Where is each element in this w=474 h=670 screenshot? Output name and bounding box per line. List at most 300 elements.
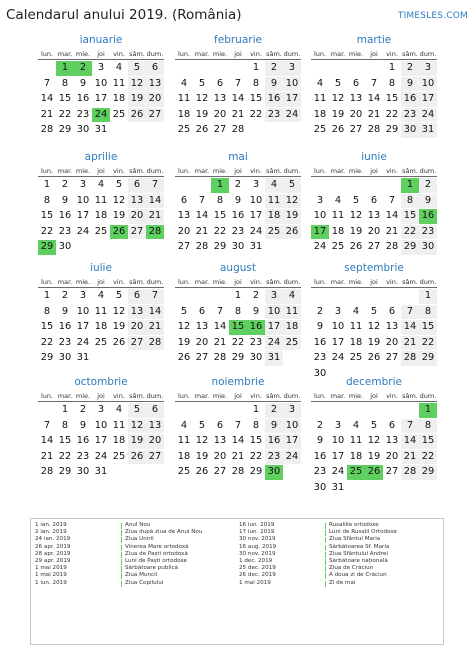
empty-day-cell: [211, 289, 229, 304]
empty-day-cell: [229, 61, 247, 76]
legend-holiday-name: Sărbătoare publică: [125, 565, 178, 572]
empty-day-cell: [110, 240, 128, 255]
empty-day-cell: [38, 61, 56, 76]
day-cell: 22: [40, 225, 54, 237]
day-cell: 5: [198, 419, 206, 431]
day-cell: 15: [419, 434, 437, 449]
weekday-label: lun.: [40, 167, 54, 175]
legend-date: 30 nov. 2019: [239, 536, 276, 543]
day-cell: 28: [146, 336, 164, 351]
week-row: [38, 465, 164, 481]
day-cell: 30: [76, 466, 90, 477]
week-row: [175, 178, 301, 194]
weekday-label: vin.: [113, 167, 125, 175]
day-cell: 23: [76, 450, 90, 462]
weekday-label: joi: [234, 50, 242, 58]
day-cell: 5: [370, 419, 378, 431]
month-name: octombrie: [74, 376, 128, 388]
day-cell: 20: [385, 450, 399, 462]
day-cell: 20: [177, 225, 191, 237]
legend-holiday-name: Sărbătoarea Sf. Maria: [329, 543, 390, 550]
week-row: [38, 434, 164, 450]
day-cell: 12: [112, 194, 126, 206]
empty-day-cell: [383, 289, 401, 304]
day-cell: 15: [213, 210, 227, 221]
legend-holiday-name: Anul Nou: [125, 522, 151, 528]
day-cell: 28: [195, 241, 209, 252]
day-cell: 4: [316, 77, 324, 89]
month-name: aprilie: [84, 151, 118, 163]
day-cell: 17: [94, 435, 108, 446]
day-cell: 15: [249, 93, 263, 104]
week-row: [175, 240, 301, 256]
legend-row: [35, 522, 202, 529]
legend-holiday-name: Ziua după ziua de Anul Nou: [125, 529, 203, 536]
day-cell: 30: [313, 481, 327, 493]
day-cell: 27: [195, 352, 209, 363]
empty-day-cell: [401, 481, 419, 496]
day-cell: 8: [61, 77, 69, 89]
holiday-marker-icon: [325, 573, 326, 579]
week-row: [175, 320, 301, 336]
day-cell: 7: [401, 305, 419, 320]
day-cell: 24: [76, 225, 90, 237]
day-cell: 5: [115, 179, 123, 190]
day-cell: 3: [97, 404, 105, 415]
day-cell: 4: [97, 179, 105, 190]
day-cell: 31: [331, 481, 345, 493]
holiday-day-cell: 17: [311, 225, 329, 240]
day-cell: 16: [313, 336, 327, 348]
weekday-label: mie.: [212, 392, 228, 400]
day-cell: 10: [283, 77, 301, 92]
weekday-label: dum.: [146, 167, 164, 175]
week-row: [311, 240, 437, 256]
week-row: [175, 92, 301, 108]
day-cell: 28: [40, 466, 54, 477]
day-cell: 15: [401, 209, 419, 224]
weekday-label: sâm.: [129, 392, 145, 400]
day-cell: 24: [419, 108, 437, 123]
day-cell: 28: [231, 124, 245, 135]
weekday-label: sâm.: [129, 50, 145, 58]
legend-row: [239, 558, 397, 565]
legend-holiday-name: Ziua Copilului: [125, 579, 164, 586]
day-cell: 19: [367, 336, 381, 348]
weekday-label: lun.: [313, 278, 327, 286]
day-cell: 21: [146, 209, 164, 224]
empty-day-cell: [347, 61, 365, 76]
weekday-header: [175, 49, 301, 60]
day-cell: 2: [265, 61, 283, 76]
day-cell: 26: [177, 352, 191, 363]
day-cell: 24: [283, 108, 301, 123]
weekday-label: joi: [234, 278, 242, 286]
day-cell: 5: [334, 77, 342, 89]
day-cell: 19: [177, 336, 191, 348]
day-cell: 10: [313, 210, 327, 221]
day-cell: 31: [249, 241, 263, 252]
day-cell: 25: [94, 336, 108, 348]
month-name: martie: [356, 34, 392, 46]
weekday-header: [311, 277, 437, 288]
day-cell: 16: [231, 210, 245, 221]
day-cell: 24: [94, 450, 108, 462]
weekday-label: joi: [97, 278, 105, 286]
day-cell: 22: [58, 108, 72, 120]
day-cell: 8: [419, 419, 437, 434]
legend-holiday-name: Sărbătoare națională: [329, 557, 388, 564]
empty-day-cell: [347, 178, 365, 193]
day-cell: 6: [388, 419, 396, 431]
day-cell: 29: [419, 465, 437, 480]
empty-day-cell: [283, 240, 301, 255]
weekday-label: vin.: [386, 392, 398, 400]
legend-row: [239, 565, 397, 572]
day-cell: 25: [177, 466, 191, 477]
day-cell: 30: [313, 367, 327, 379]
day-cell: 17: [249, 210, 263, 221]
day-cell: 27: [128, 336, 146, 351]
day-cell: 20: [367, 225, 381, 237]
day-cell: 16: [76, 435, 90, 446]
day-cell: 30: [58, 352, 72, 363]
weekday-label: dum.: [283, 392, 301, 400]
week-row: [175, 123, 301, 139]
day-cell: 27: [146, 450, 164, 465]
empty-day-cell: [128, 465, 146, 480]
week-row: [311, 61, 437, 77]
week-row: [175, 419, 301, 435]
legend-date: 1 mai 2019: [35, 565, 67, 572]
day-cell: 6: [198, 305, 206, 317]
weekday-label: mie.: [75, 392, 91, 400]
weekday-header: [311, 391, 437, 402]
day-cell: 9: [265, 419, 283, 434]
day-cell: 6: [128, 289, 146, 304]
day-cell: 9: [316, 435, 324, 446]
empty-day-cell: [193, 289, 211, 304]
week-row: [311, 194, 437, 210]
day-cell: 10: [94, 77, 108, 89]
day-cell: 10: [419, 77, 437, 92]
day-cell: 20: [213, 108, 227, 120]
day-cell: 4: [334, 194, 342, 206]
weekday-label: dum.: [146, 50, 164, 58]
day-cell: 1: [43, 179, 51, 190]
legend-row: [35, 572, 202, 579]
day-cell: 18: [313, 108, 327, 120]
legend-row: [35, 580, 202, 587]
day-cell: 27: [213, 466, 227, 477]
day-cell: 14: [40, 435, 54, 446]
day-cell: 1: [419, 289, 437, 304]
day-cell: 6: [146, 61, 164, 76]
weekday-label: joi: [370, 50, 378, 58]
day-cell: 17: [76, 210, 90, 221]
day-cell: 14: [401, 434, 419, 449]
legend-row: [239, 536, 397, 543]
day-cell: 6: [216, 77, 224, 89]
week-row: [38, 351, 164, 367]
legend-row: [35, 536, 202, 543]
day-cell: 26: [112, 336, 126, 348]
day-cell: 29: [401, 240, 419, 255]
day-cell: 14: [367, 93, 381, 104]
day-cell: 7: [198, 194, 206, 206]
week-row: [175, 305, 301, 321]
day-cell: 25: [331, 241, 345, 252]
day-cell: 23: [313, 352, 327, 363]
month-martie: [311, 33, 437, 139]
empty-day-cell: [110, 465, 128, 480]
day-cell: 18: [94, 321, 108, 332]
day-cell: 9: [316, 321, 324, 332]
weekday-label: mar.: [57, 50, 73, 58]
empty-day-cell: [128, 240, 146, 255]
empty-day-cell: [311, 289, 329, 304]
day-cell: 3: [334, 305, 342, 317]
weekday-label: sâm.: [129, 278, 145, 286]
day-cell: 8: [234, 305, 242, 317]
day-cell: 26: [367, 352, 381, 363]
day-cell: 19: [331, 108, 345, 120]
day-cell: 15: [385, 93, 399, 104]
day-cell: 10: [283, 419, 301, 434]
weekday-label: lun.: [40, 278, 54, 286]
day-cell: 25: [313, 124, 327, 135]
holiday-day-cell: 24: [92, 108, 110, 123]
week-row: [311, 209, 437, 225]
day-cell: 15: [40, 321, 54, 332]
day-cell: 3: [419, 61, 437, 76]
holiday-marker-icon: [121, 523, 122, 529]
week-row: [175, 194, 301, 210]
day-cell: 7: [234, 419, 242, 431]
legend-row: [239, 522, 397, 529]
day-cell: 9: [61, 305, 69, 317]
legend-holiday-name: Zi de mai: [329, 579, 356, 586]
day-cell: 7: [388, 194, 396, 206]
empty-day-cell: [193, 61, 211, 76]
holiday-marker-icon: [325, 552, 326, 558]
month-februarie: [175, 33, 301, 139]
month-ianuarie: [38, 33, 164, 139]
day-cell: 10: [265, 305, 283, 320]
day-cell: 29: [249, 466, 263, 477]
day-cell: 21: [40, 108, 54, 120]
weekday-label: mie.: [212, 278, 228, 286]
day-cell: 12: [367, 321, 381, 332]
legend-date: 1 mai 2019: [35, 572, 67, 579]
day-cell: 13: [128, 194, 146, 209]
day-cell: 15: [58, 435, 72, 446]
week-row: [38, 123, 164, 139]
day-cell: 9: [252, 305, 260, 317]
day-cell: 14: [385, 210, 399, 221]
day-cell: 4: [115, 62, 123, 73]
holiday-day-cell: 16: [419, 209, 437, 224]
day-cell: 31: [76, 352, 90, 363]
week-row: [175, 61, 301, 77]
day-cell: 22: [401, 225, 419, 240]
day-cell: 5: [128, 61, 146, 76]
day-cell: 8: [401, 194, 419, 209]
day-cell: 11: [177, 93, 191, 104]
legend-row: [239, 572, 397, 579]
day-cell: 6: [128, 178, 146, 193]
day-cell: 28: [367, 124, 381, 135]
day-cell: 29: [58, 124, 72, 135]
weekday-label: joi: [234, 392, 242, 400]
legend-row: [239, 544, 397, 551]
weekday-label: vin.: [250, 167, 262, 175]
holiday-day-cell: 1: [211, 178, 229, 193]
day-cell: 12: [331, 93, 345, 104]
day-cell: 23: [401, 108, 419, 123]
day-cell: 3: [316, 194, 324, 206]
weekday-label: mie.: [75, 278, 91, 286]
month-name: februarie: [214, 34, 262, 46]
day-cell: 7: [401, 419, 419, 434]
empty-day-cell: [311, 178, 329, 193]
day-cell: 30: [76, 124, 90, 135]
day-cell: 9: [401, 77, 419, 92]
week-row: [38, 108, 164, 124]
day-cell: 7: [370, 77, 378, 89]
day-cell: 26: [349, 241, 363, 252]
weekday-label: vin.: [250, 392, 262, 400]
empty-day-cell: [229, 403, 247, 418]
week-row: [311, 320, 437, 336]
legend-holiday-name: Luni de Paști ortodoxe: [125, 557, 187, 564]
week-row: [175, 289, 301, 305]
day-cell: 23: [231, 225, 245, 237]
weekday-label: sâm.: [402, 50, 418, 58]
holiday-marker-icon: [325, 537, 326, 543]
day-cell: 27: [177, 241, 191, 252]
week-row: [38, 336, 164, 352]
weekday-label: lun.: [313, 167, 327, 175]
week-row: [311, 305, 437, 321]
weekday-label: joi: [97, 392, 105, 400]
day-cell: 20: [213, 450, 227, 462]
weekday-label: mar.: [194, 278, 210, 286]
legend-right-column: [239, 522, 397, 587]
day-cell: 3: [334, 419, 342, 431]
week-row: [175, 450, 301, 466]
empty-day-cell: [401, 403, 419, 418]
day-cell: 16: [265, 92, 283, 107]
day-cell: 6: [388, 305, 396, 317]
day-cell: 30: [419, 240, 437, 255]
holiday-marker-icon: [325, 581, 326, 587]
day-cell: 4: [180, 419, 188, 431]
week-row: [38, 77, 164, 93]
day-cell: 2: [79, 404, 87, 415]
day-cell: 8: [252, 77, 260, 89]
day-cell: 23: [313, 466, 327, 477]
day-cell: 8: [216, 194, 224, 206]
weekday-label: mar.: [57, 392, 73, 400]
day-cell: 31: [94, 466, 108, 477]
weekday-label: sâm.: [266, 392, 282, 400]
day-cell: 28: [231, 466, 245, 477]
day-cell: 28: [385, 241, 399, 252]
day-cell: 17: [331, 336, 345, 348]
day-cell: 13: [213, 435, 227, 446]
day-cell: 1: [43, 290, 51, 301]
empty-day-cell: [146, 465, 164, 480]
day-cell: 18: [349, 450, 363, 462]
day-cell: 13: [367, 210, 381, 221]
day-cell: 7: [146, 178, 164, 193]
month-mai: [175, 150, 301, 256]
day-cell: 30: [58, 241, 72, 252]
legend-date: 30 nov. 2019: [239, 550, 276, 557]
day-cell: 28: [401, 465, 419, 480]
empty-day-cell: [401, 289, 419, 304]
day-cell: 26: [195, 466, 209, 477]
weekday-label: vin.: [113, 278, 125, 286]
day-cell: 13: [213, 93, 227, 104]
month-name: iulie: [90, 262, 112, 274]
day-cell: 17: [283, 92, 301, 107]
legend-holiday-name: Ziua Muncii: [125, 572, 158, 579]
holiday-marker-icon: [325, 559, 326, 565]
day-cell: 4: [97, 290, 105, 301]
day-cell: 22: [58, 450, 72, 462]
weekday-label: mie.: [348, 392, 364, 400]
month-octombrie: [38, 375, 164, 481]
site-link[interactable]: TIMESLES.COM: [397, 11, 468, 21]
legend-row: [35, 529, 202, 536]
day-cell: 9: [79, 77, 87, 89]
legend-row: [35, 565, 202, 572]
week-row: [175, 336, 301, 352]
day-cell: 5: [352, 194, 360, 206]
week-row: [311, 351, 437, 367]
empty-day-cell: [146, 240, 164, 255]
legend-holiday-name: Rusaliile ortodoxe: [329, 522, 379, 528]
day-cell: 27: [385, 466, 399, 477]
day-cell: 16: [313, 450, 327, 462]
day-cell: 11: [112, 419, 126, 431]
day-cell: 4: [265, 178, 283, 193]
legend-date: 29 apr. 2019: [35, 557, 71, 564]
week-row: [38, 240, 164, 256]
day-cell: 25: [349, 352, 363, 363]
day-cell: 31: [94, 124, 108, 135]
holiday-day-cell: 16: [247, 320, 265, 335]
day-cell: 29: [58, 466, 72, 477]
empty-day-cell: [175, 178, 193, 193]
day-cell: 19: [195, 108, 209, 120]
weekday-label: sâm.: [402, 167, 418, 175]
holiday-day-cell: 25: [347, 465, 365, 480]
day-cell: 16: [76, 93, 90, 104]
legend-row: [35, 544, 202, 551]
weekday-label: mie.: [348, 167, 364, 175]
week-row: [311, 450, 437, 466]
day-cell: 22: [249, 450, 263, 462]
day-cell: 21: [401, 336, 419, 351]
legend-row: [35, 551, 202, 558]
week-row: [38, 178, 164, 194]
empty-day-cell: [211, 61, 229, 76]
weekday-label: lun.: [177, 50, 191, 58]
holiday-day-cell: 26: [110, 225, 128, 240]
